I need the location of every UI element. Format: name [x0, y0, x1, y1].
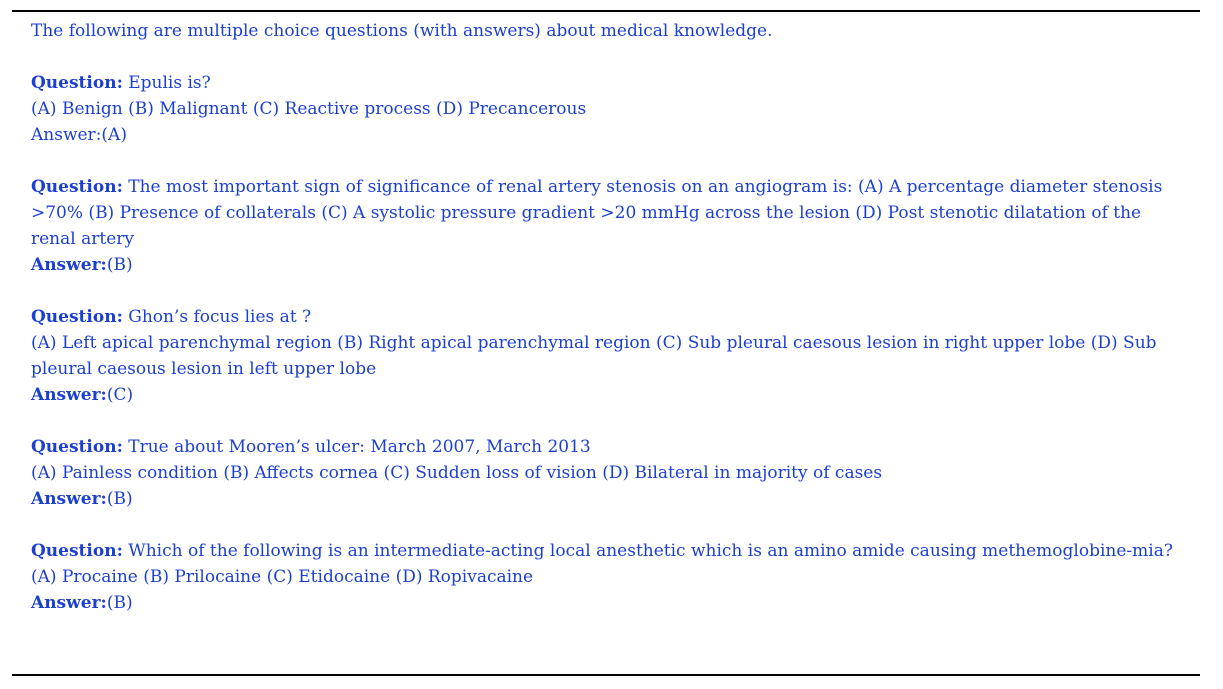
options-text: (A) Painless condition (B) Affects cornea (C) Sudden loss of vision (D) Bilateral in majority of cases [31, 463, 883, 483]
answer-value: (C) [106, 385, 134, 405]
answer-value: (B) [106, 489, 133, 509]
question-text: Epulis is? [122, 73, 211, 93]
question-block-4 [31, 434, 1186, 512]
question-text: The most important sign of significance of renal artery stenosis on an angiogram is: (A) A percentage diameter stenosis >70% (B) Presence of collaterals (C) A systolic pressure gradient >20 mmHg across the lesion (D) Post stenotic dilatation of the renal artery [31, 177, 1163, 249]
question-label: Question: [31, 177, 123, 197]
question-block-3 [31, 304, 1186, 408]
question-line [31, 538, 1186, 564]
question-label: Question: [31, 73, 123, 93]
answer-value: (B) [106, 255, 133, 275]
options-text: (A) Benign (B) Malignant (C) Reactive process (D) Precancerous [31, 99, 587, 119]
intro-text: The following are multiple choice questions (with answers) about medical knowledge. [31, 21, 773, 41]
question-line [31, 304, 1186, 330]
bottom-rule [12, 674, 1200, 676]
options-text: (A) Procaine (B) Prilocaine (C) Etidocaine (D) Ropivacaine [31, 567, 534, 587]
question-label: Question: [31, 307, 123, 327]
answer-value: (A) [101, 125, 127, 145]
question-line [31, 174, 1186, 252]
question-text: Ghon’s focus lies at ? [122, 307, 312, 327]
answer-line [31, 382, 1186, 408]
answer-label: Answer: [31, 385, 107, 405]
answer-line [31, 590, 1186, 616]
prompt-content [31, 18, 1186, 616]
question-label: Question: [31, 437, 123, 457]
answer-label: Answer: [31, 593, 107, 613]
question-line [31, 70, 1186, 96]
answer-value: (B) [106, 593, 133, 613]
question-line [31, 434, 1186, 460]
options-text: (A) Left apical parenchymal region (B) Right apical parenchymal region (C) Sub pleural caesous lesion in right upper lobe (D) Sub pleural caesous lesion in left upper lobe [31, 333, 1157, 379]
answer-label: Answer: [31, 255, 107, 275]
question-text: Which of the following is an intermediate-acting local anesthetic which is an amino amide causing methemoglobine-mia? [122, 541, 1173, 561]
question-block-5 [31, 538, 1186, 616]
answer-line [31, 252, 1186, 278]
answer-line [31, 486, 1186, 512]
question-block-2 [31, 174, 1186, 278]
answer-label: Answer: [31, 125, 102, 145]
top-rule [12, 10, 1200, 12]
question-label: Question: [31, 541, 123, 561]
question-block-1 [31, 70, 1186, 148]
question-text: True about Mooren’s ulcer: March 2007, March 2013 [122, 437, 591, 457]
answer-line [31, 122, 1186, 148]
answer-label: Answer: [31, 489, 107, 509]
